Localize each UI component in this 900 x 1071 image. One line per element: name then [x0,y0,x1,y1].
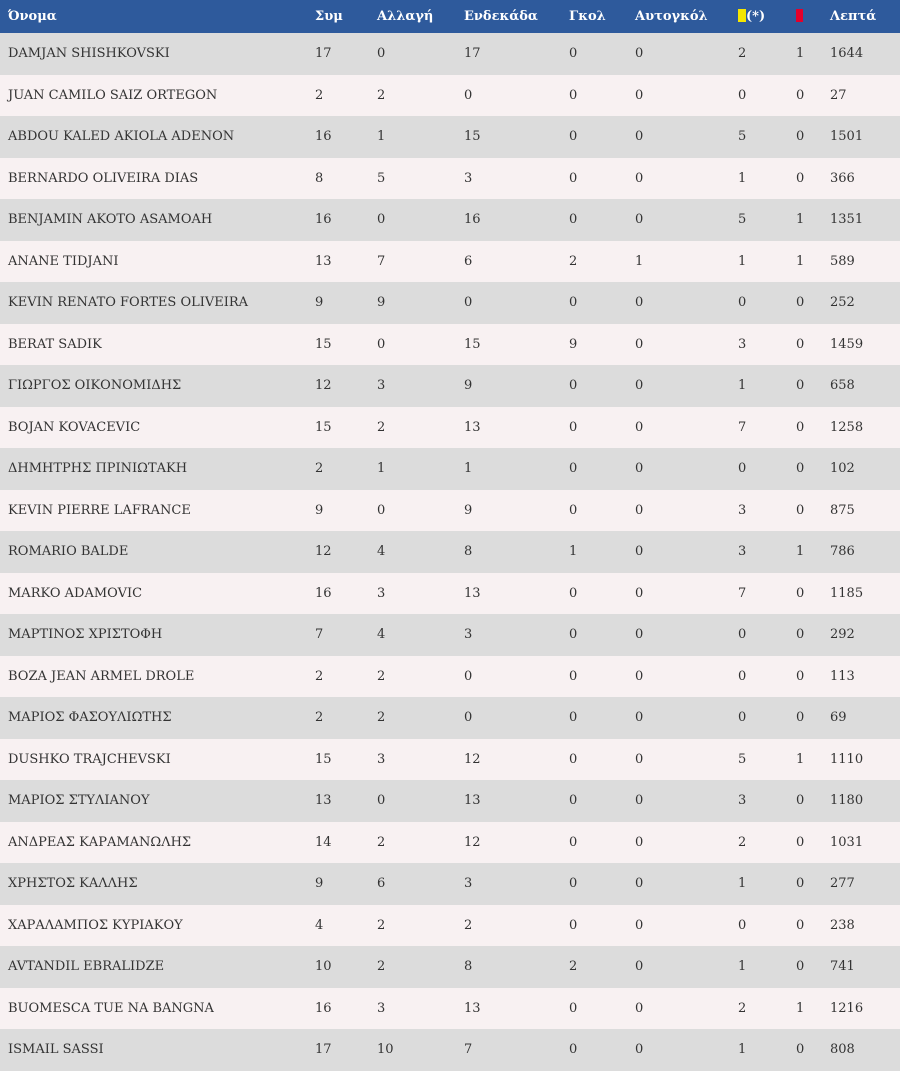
cell-yellow-cards: 0 [738,461,747,477]
cell-lineup: 0 [464,668,473,684]
cell-substitute: 2 [377,668,386,684]
cell-minutes: 238 [830,917,855,933]
cell-name: BOZA JEAN ARMEL DROLE [8,668,195,684]
cell-minutes: 741 [830,959,855,975]
cell-name: ΧΑΡΑΛΑΜΠΟΣ ΚΥΡΙΑΚΟΥ [8,917,183,933]
cell-lineup: 12 [464,751,481,767]
cell-substitute: 9 [377,295,386,311]
cell-yellow-cards: 1 [738,1042,747,1058]
cell-lineup: 12 [464,834,481,850]
cell-goals: 0 [569,1000,578,1016]
cell-yellow-cards: 0 [738,710,747,726]
cell-goals: 1 [569,544,578,560]
cell-name: ANANE TIDJANI [8,253,119,269]
table-row [0,1029,900,1071]
header-lineup[interactable]: Ενδεκάδα [464,9,538,24]
cell-red-cards: 0 [796,295,805,311]
table-row [0,282,900,324]
cell-lineup: 0 [464,87,473,103]
cell-yellow-cards: 1 [738,378,747,394]
cell-own-goals: 0 [635,710,644,726]
cell-name: DUSHKO TRAJCHEVSKI [8,751,171,767]
cell-lineup: 6 [464,253,473,269]
cell-own-goals: 0 [635,336,644,352]
cell-red-cards: 0 [796,87,805,103]
cell-appearances: 16 [315,585,332,601]
cell-name: KEVIN RENATO FORTES OLIVEIRA [8,295,249,311]
table-row [0,241,900,283]
table-row [0,448,900,490]
cell-yellow-cards: 0 [738,668,747,684]
header-red-cards[interactable] [796,0,830,33]
cell-yellow-cards: 0 [738,627,747,643]
cell-appearances: 13 [315,253,332,269]
cell-own-goals: 0 [635,876,644,892]
cell-substitute: 3 [377,751,386,767]
cell-appearances: 9 [315,502,324,518]
cell-lineup: 13 [464,1000,481,1016]
cell-yellow-cards: 2 [738,834,747,850]
cell-appearances: 10 [315,959,332,975]
table-row [0,863,900,905]
cell-goals: 0 [569,378,578,394]
cell-goals: 2 [569,253,578,269]
cell-substitute: 2 [377,917,386,933]
cell-lineup: 8 [464,544,473,560]
yellow-card-icon [738,9,746,22]
cell-own-goals: 0 [635,751,644,767]
cell-substitute: 2 [377,834,386,850]
cell-name: BENJAMIN AKOTO ASAMOAH [8,212,213,228]
table-row [0,158,900,200]
cell-red-cards: 1 [796,1000,805,1016]
cell-name: ΜΑΡΙΟΣ ΣΤΥΛΙΑΝΟΥ [8,793,150,809]
cell-lineup: 0 [464,295,473,311]
cell-own-goals: 0 [635,917,644,933]
cell-goals: 0 [569,834,578,850]
cell-minutes: 366 [830,170,855,186]
cell-goals: 9 [569,336,578,352]
cell-substitute: 4 [377,627,386,643]
cell-minutes: 252 [830,295,855,311]
cell-red-cards: 0 [796,378,805,394]
cell-substitute: 3 [377,585,386,601]
cell-goals: 0 [569,876,578,892]
cell-own-goals: 0 [635,627,644,643]
cell-yellow-cards: 1 [738,959,747,975]
table-row [0,531,900,573]
table-header [0,0,900,33]
cell-yellow-cards: 2 [738,1000,747,1016]
table-row [0,656,900,698]
table-row [0,33,900,75]
cell-substitute: 2 [377,419,386,435]
cell-minutes: 1216 [830,1000,864,1016]
cell-goals: 2 [569,959,578,975]
cell-yellow-cards: 5 [738,212,747,228]
cell-minutes: 1501 [830,129,864,145]
cell-lineup: 17 [464,46,481,62]
header-own-goals[interactable]: Αυτογκόλ [635,9,708,24]
cell-goals: 0 [569,1042,578,1058]
cell-red-cards: 1 [796,751,805,767]
cell-lineup: 8 [464,959,473,975]
header-goals[interactable]: Γκολ [569,9,606,24]
cell-name: BERNARDO OLIVEIRA DIAS [8,170,199,186]
cell-yellow-cards: 3 [738,544,747,560]
cell-appearances: 9 [315,876,324,892]
cell-red-cards: 0 [796,917,805,933]
cell-appearances: 17 [315,1042,332,1058]
cell-appearances: 17 [315,46,332,62]
cell-lineup: 15 [464,129,481,145]
cell-yellow-cards: 5 [738,751,747,767]
cell-goals: 0 [569,212,578,228]
header-substitute[interactable]: Αλλαγή [377,9,434,24]
cell-lineup: 2 [464,917,473,933]
cell-goals: 0 [569,129,578,145]
cell-lineup: 0 [464,710,473,726]
cell-minutes: 1258 [830,419,864,435]
cell-red-cards: 0 [796,170,805,186]
cell-lineup: 13 [464,585,481,601]
cell-name: ΧΡΗΣΤΟΣ ΚΑΛΛΗΣ [8,876,138,892]
cell-appearances: 9 [315,295,324,311]
cell-lineup: 9 [464,378,473,394]
cell-lineup: 1 [464,461,473,477]
cell-name: ROMARIO BALDE [8,544,129,560]
cell-yellow-cards: 1 [738,253,747,269]
cell-name: AVTANDIL EBRALIDZE [8,959,165,975]
cell-minutes: 1180 [830,793,864,809]
cell-appearances: 15 [315,419,332,435]
cell-yellow-cards: 3 [738,793,747,809]
cell-substitute: 0 [377,212,386,228]
cell-minutes: 875 [830,502,855,518]
cell-name: BUOMESCA TUE NA BANGNA [8,1000,214,1016]
header-name[interactable]: Όνομα [8,9,57,24]
cell-own-goals: 0 [635,87,644,103]
cell-own-goals: 0 [635,212,644,228]
cell-minutes: 1185 [830,585,864,601]
cell-lineup: 9 [464,502,473,518]
cell-yellow-cards: 7 [738,585,747,601]
cell-name: ΜΑΡΤΙΝΟΣ ΧΡΙΣΤΟΦΗ [8,627,163,643]
cell-goals: 0 [569,502,578,518]
cell-name: BOJAN KOVACEVIC [8,419,141,435]
header-minutes[interactable]: Λεπτά [830,9,877,24]
cell-yellow-cards: 0 [738,87,747,103]
cell-appearances: 12 [315,378,332,394]
cell-minutes: 277 [830,876,855,892]
cell-minutes: 589 [830,253,855,269]
header-yellow-cards[interactable] [738,0,796,33]
cell-appearances: 16 [315,212,332,228]
cell-lineup: 3 [464,627,473,643]
cell-appearances: 2 [315,87,324,103]
cell-appearances: 4 [315,917,324,933]
cell-goals: 0 [569,917,578,933]
table-row [0,739,900,781]
cell-appearances: 16 [315,1000,332,1016]
cell-red-cards: 0 [796,876,805,892]
cell-lineup: 13 [464,419,481,435]
cell-name: ISMAIL SASSI [8,1042,104,1058]
cell-red-cards: 0 [796,710,805,726]
cell-minutes: 786 [830,544,855,560]
table-row [0,199,900,241]
cell-substitute: 3 [377,1000,386,1016]
cell-appearances: 13 [315,793,332,809]
table-row [0,490,900,532]
table-row [0,573,900,615]
cell-own-goals: 0 [635,461,644,477]
table-row [0,905,900,947]
cell-lineup: 3 [464,170,473,186]
cell-yellow-cards: 7 [738,419,747,435]
cell-lineup: 7 [464,1042,473,1058]
cell-lineup: 16 [464,212,481,228]
cell-red-cards: 0 [796,793,805,809]
cell-substitute: 0 [377,793,386,809]
table-row [0,614,900,656]
cell-name: ABDOU KALED AKIOLA ADENON [8,129,235,145]
cell-own-goals: 0 [635,170,644,186]
cell-name: DAMJAN SHISHKOVSKI [8,46,170,62]
cell-appearances: 2 [315,668,324,684]
cell-substitute: 1 [377,461,386,477]
table-row [0,365,900,407]
cell-appearances: 14 [315,834,332,850]
cell-yellow-cards: 2 [738,46,747,62]
cell-own-goals: 0 [635,1000,644,1016]
cell-lineup: 13 [464,793,481,809]
cell-name: ΓΙΩΡΓΟΣ ΟΙΚΟΝΟΜΙΔΗΣ [8,378,182,394]
cell-goals: 0 [569,751,578,767]
cell-substitute: 5 [377,170,386,186]
cell-name: ΑΝΔΡΕΑΣ ΚΑΡΑΜΑΝΩΛΗΣ [8,834,192,850]
cell-red-cards: 0 [796,1042,805,1058]
cell-red-cards: 0 [796,502,805,518]
table-body [0,33,900,1071]
table-row [0,780,900,822]
cell-own-goals: 0 [635,46,644,62]
cell-own-goals: 0 [635,129,644,145]
cell-goals: 0 [569,170,578,186]
cell-own-goals: 0 [635,1042,644,1058]
cell-minutes: 808 [830,1042,855,1058]
table-row [0,988,900,1030]
cell-appearances: 15 [315,336,332,352]
cell-name: ΜΑΡΙΟΣ ΦΑΣΟΥΛΙΩΤΗΣ [8,710,172,726]
header-row [0,0,900,33]
cell-red-cards: 0 [796,129,805,145]
cell-red-cards: 1 [796,46,805,62]
table-row [0,946,900,988]
cell-name: MARKO ADAMOVIC [8,585,143,601]
cell-own-goals: 0 [635,502,644,518]
cell-goals: 0 [569,461,578,477]
cell-own-goals: 0 [635,585,644,601]
cell-substitute: 3 [377,378,386,394]
cell-minutes: 113 [830,668,855,684]
cell-substitute: 6 [377,876,386,892]
cell-appearances: 16 [315,129,332,145]
cell-own-goals: 0 [635,959,644,975]
cell-red-cards: 0 [796,336,805,352]
cell-minutes: 69 [830,710,847,726]
cell-lineup: 15 [464,336,481,352]
cell-appearances: 2 [315,461,324,477]
table-row [0,75,900,117]
cell-red-cards: 1 [796,253,805,269]
cell-yellow-cards: 1 [738,876,747,892]
cell-goals: 0 [569,668,578,684]
cell-minutes: 1459 [830,336,864,352]
cell-own-goals: 0 [635,419,644,435]
cell-red-cards: 0 [796,461,805,477]
cell-minutes: 1644 [830,46,864,62]
cell-yellow-cards: 3 [738,502,747,518]
cell-own-goals: 0 [635,834,644,850]
cell-yellow-cards: 0 [738,917,747,933]
cell-red-cards: 0 [796,959,805,975]
cell-substitute: 7 [377,253,386,269]
cell-yellow-cards: 0 [738,295,747,311]
cell-minutes: 27 [830,87,847,103]
cell-minutes: 1031 [830,834,864,850]
cell-minutes: 102 [830,461,855,477]
cell-goals: 0 [569,793,578,809]
cell-own-goals: 0 [635,544,644,560]
cell-substitute: 0 [377,46,386,62]
table-row [0,697,900,739]
cell-red-cards: 0 [796,834,805,850]
cell-yellow-cards: 5 [738,129,747,145]
cell-name: BERAT SADIK [8,336,102,352]
cell-yellow-cards: 3 [738,336,747,352]
cell-substitute: 10 [377,1042,394,1058]
cell-name: KEVIN PIERRE LAFRANCE [8,502,191,518]
cell-name: ΔΗΜΗΤΡΗΣ ΠΡΙΝΙΩΤΑΚΗ [8,461,188,477]
cell-red-cards: 1 [796,544,805,560]
cell-red-cards: 0 [796,585,805,601]
cell-appearances: 2 [315,710,324,726]
cell-substitute: 2 [377,87,386,103]
cell-name: JUAN CAMILO SAIZ ORTEGON [8,87,218,103]
cell-goals: 0 [569,87,578,103]
cell-minutes: 292 [830,627,855,643]
table-row [0,116,900,158]
cell-minutes: 1351 [830,212,864,228]
yellow-card-suffix: (*) [746,9,766,24]
header-appearances[interactable]: Συμ [315,9,343,24]
cell-goals: 0 [569,419,578,435]
cell-appearances: 15 [315,751,332,767]
cell-goals: 0 [569,585,578,601]
cell-substitute: 2 [377,710,386,726]
cell-substitute: 1 [377,129,386,145]
cell-own-goals: 0 [635,378,644,394]
cell-minutes: 658 [830,378,855,394]
cell-red-cards: 1 [796,212,805,228]
cell-red-cards: 0 [796,419,805,435]
cell-red-cards: 0 [796,627,805,643]
table-row [0,407,900,449]
cell-appearances: 12 [315,544,332,560]
cell-goals: 0 [569,295,578,311]
cell-appearances: 8 [315,170,324,186]
cell-own-goals: 1 [635,253,644,269]
cell-goals: 0 [569,627,578,643]
cell-own-goals: 0 [635,295,644,311]
cell-lineup: 3 [464,876,473,892]
red-card-icon [796,9,803,22]
cell-substitute: 2 [377,959,386,975]
cell-yellow-cards: 1 [738,170,747,186]
cell-goals: 0 [569,710,578,726]
cell-minutes: 1110 [830,751,864,767]
cell-substitute: 0 [377,336,386,352]
table-row [0,822,900,864]
cell-own-goals: 0 [635,793,644,809]
cell-own-goals: 0 [635,668,644,684]
cell-goals: 0 [569,46,578,62]
cell-red-cards: 0 [796,668,805,684]
cell-substitute: 4 [377,544,386,560]
table-row [0,324,900,366]
cell-substitute: 0 [377,502,386,518]
cell-appearances: 7 [315,627,324,643]
